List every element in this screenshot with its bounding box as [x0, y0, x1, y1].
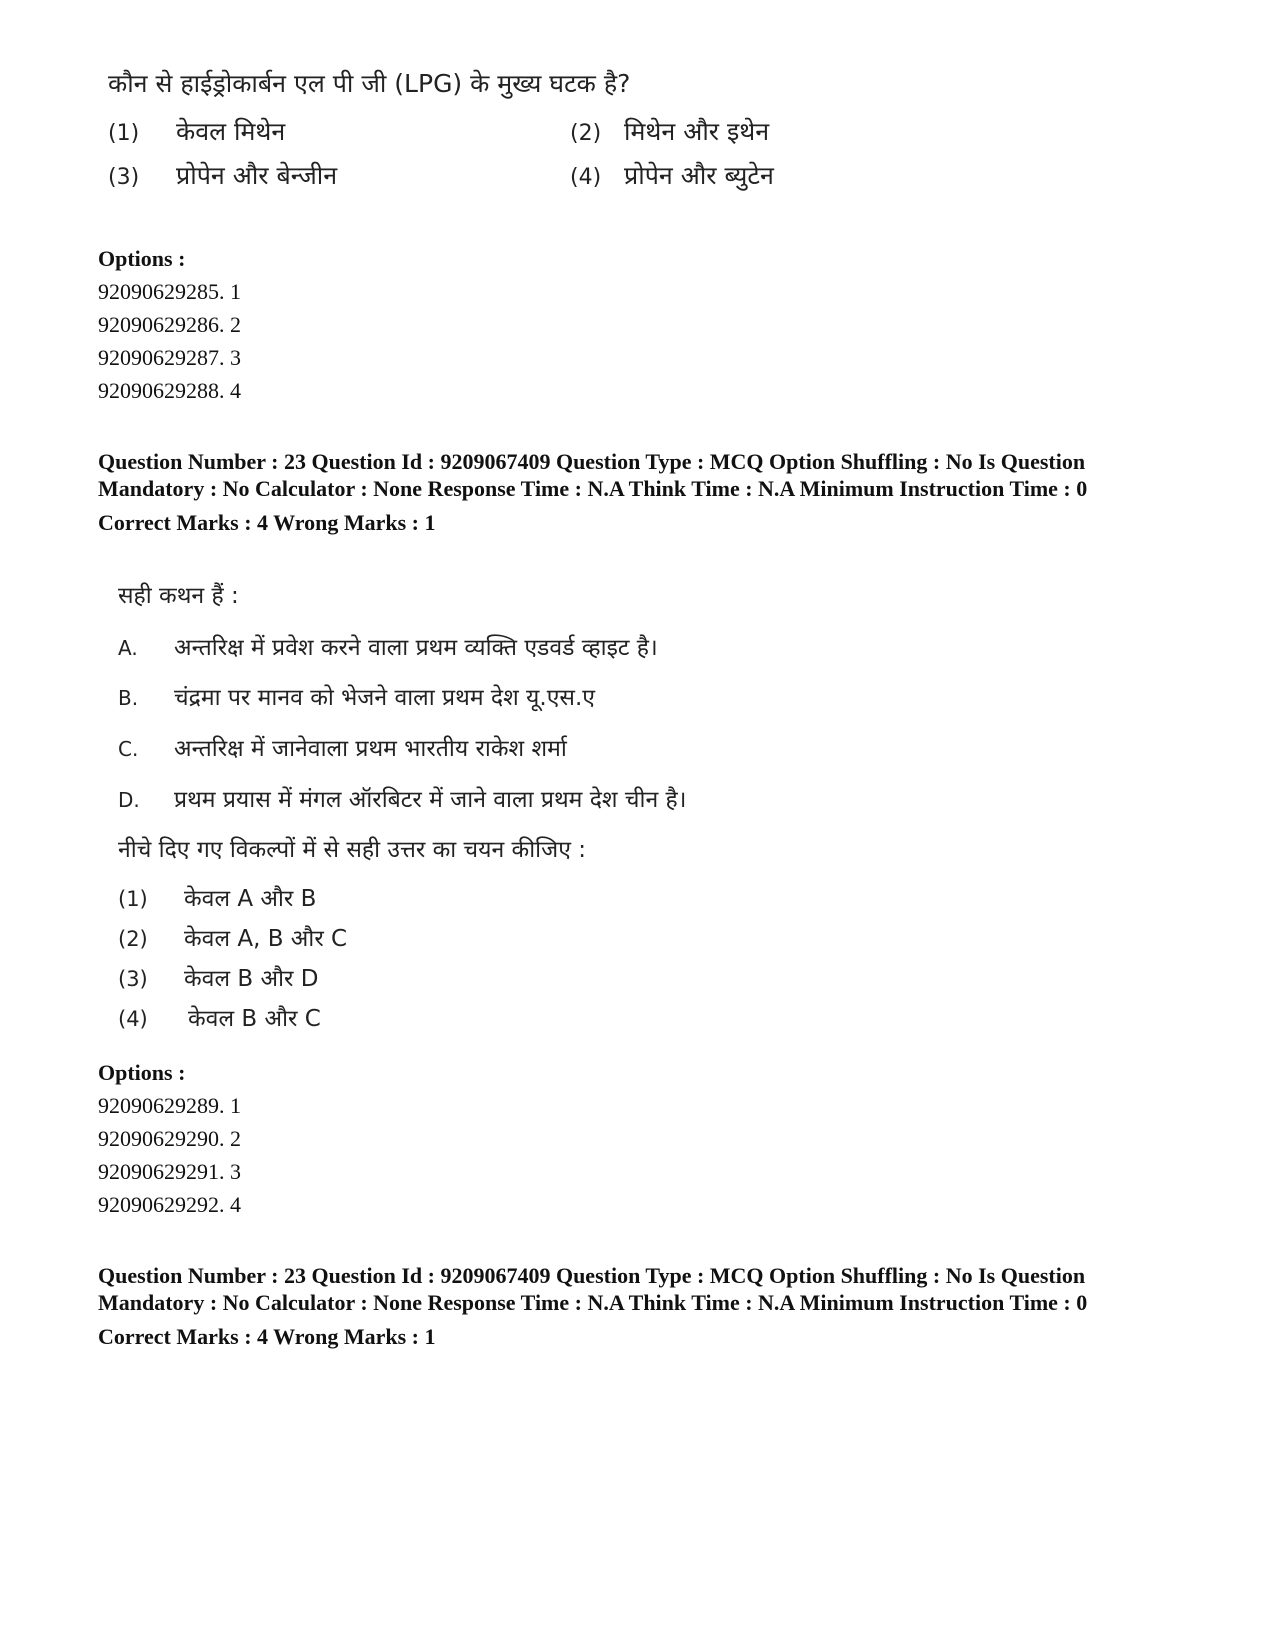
- choice-number: (1): [108, 121, 140, 146]
- question-header: Question Number : 23 Question Id : 9209067409 Question Type : MCQ Option Shuffling : No Is Question Mandatory : No Calculator : None Response Time : N.A Think Time : N.A Minimum Instruction Time : 0: [98, 449, 1088, 501]
- choice-number: (3): [108, 165, 140, 190]
- question-meta-block-2: [98, 1262, 1218, 1353]
- choice-text: केवल B और D: [184, 966, 319, 992]
- choice-number: (4): [118, 1007, 148, 1031]
- choice-text: केवल मिथेन: [176, 117, 286, 146]
- statement-label: B.: [118, 686, 139, 710]
- choice-text: केवल A और B: [184, 886, 317, 912]
- statement-label: A.: [118, 636, 138, 660]
- marks-line: Correct Marks : 4 Wrong Marks : 1: [98, 1324, 436, 1349]
- option-id-line: 92090629285. 1: [98, 279, 241, 304]
- option-id-line: 92090629288. 4: [98, 378, 241, 403]
- question-header: Question Number : 23 Question Id : 9209067409 Question Type : MCQ Option Shuffling : No Is Question Mandatory : No Calculator : None Response Time : N.A Think Time : N.A Minimum Instruction Time : 0: [98, 1263, 1088, 1315]
- marks-line: Correct Marks : 4 Wrong Marks : 1: [98, 510, 436, 535]
- statement-label: D.: [118, 788, 140, 812]
- q22-choice-4: [570, 158, 774, 192]
- option-id-line: 92090629289. 1: [98, 1093, 241, 1118]
- choice-number: (2): [570, 121, 602, 146]
- q23-stem: सही कथन हैं :: [118, 583, 239, 609]
- choice-text: मिथेन और इथेन: [624, 117, 770, 146]
- q23-statement-b: [118, 680, 595, 712]
- choice-text: प्रोपेन और बेन्जीन: [176, 161, 338, 190]
- q23-statement-c: [118, 731, 567, 763]
- choice-number: (1): [118, 887, 148, 911]
- question-meta-block: [98, 448, 1218, 539]
- statement-text: प्रथम प्रयास में मंगल ऑरबिटर में जाने वाला प्रथम देश चीन है।: [174, 787, 687, 813]
- options-block-1: [98, 242, 1218, 407]
- options-heading: Options :: [98, 246, 186, 271]
- choice-text: केवल A, B और C: [184, 926, 348, 952]
- option-id-line: 92090629287. 3: [98, 345, 241, 370]
- choice-number: (3): [118, 967, 148, 991]
- q23-choice-4: [118, 1001, 321, 1033]
- option-id-line: 92090629286. 2: [98, 312, 241, 337]
- choice-number: (4): [570, 165, 602, 190]
- q23-choice-1: [118, 881, 316, 913]
- statement-label: C.: [118, 737, 139, 761]
- choice-number: (2): [118, 927, 148, 951]
- statement-text: अन्तरिक्ष में जानेवाला प्रथम भारतीय राकेश शर्मा: [174, 736, 567, 762]
- options-heading: Options :: [98, 1060, 186, 1085]
- q23-statement-d: [118, 782, 686, 814]
- q22-choice-1: [108, 114, 285, 148]
- q22-choice-2: [570, 114, 769, 148]
- choice-text: केवल B और C: [188, 1006, 321, 1032]
- option-id-line: 92090629291. 3: [98, 1159, 241, 1184]
- q22-choice-3: [108, 158, 337, 192]
- q23-choice-2: [118, 921, 347, 953]
- option-id-line: 92090629290. 2: [98, 1126, 241, 1151]
- choice-text: प्रोपेन और ब्युटेन: [624, 161, 774, 190]
- q22-stem: कौन से हाईड्रोकार्बन एल पी जी (LPG) के मुख्य घटक है?: [108, 69, 631, 98]
- options-block-2: [98, 1056, 1218, 1221]
- q23-choice-3: [118, 961, 318, 993]
- q22-question-image: [108, 66, 868, 204]
- q23-instruction: नीचे दिए गए विकल्पों में से सही उत्तर का चयन कीजिए :: [118, 837, 586, 863]
- statement-text: अन्तरिक्ष में प्रवेश करने वाला प्रथम व्यक्ति एडवर्ड व्हाइट है।: [174, 635, 658, 661]
- statement-text: चंद्रमा पर मानव को भेजने वाला प्रथम देश यू.एस.ए: [174, 685, 596, 711]
- q23-statement-a: [118, 630, 658, 662]
- q22-choices: [108, 114, 868, 204]
- option-id-line: 92090629292. 4: [98, 1192, 241, 1217]
